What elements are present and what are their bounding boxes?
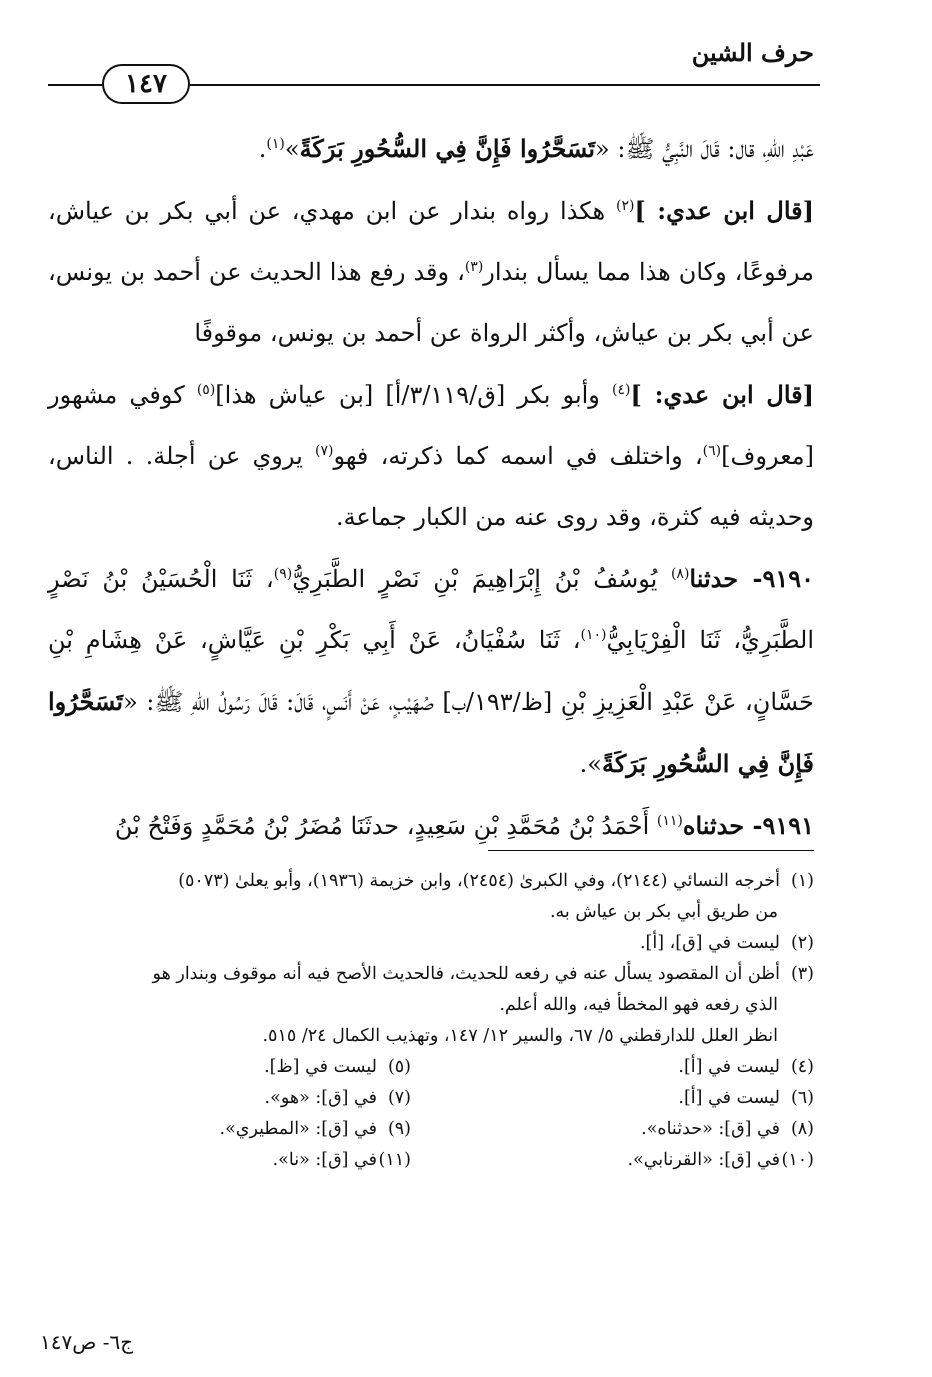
footnote-text: في [ق]: «هو».: [264, 1088, 377, 1108]
footnote-number: (٦): [790, 1088, 814, 1108]
footnote-item: [451, 1052, 814, 1083]
text-run: كوفي مشهور [معروف]: [48, 381, 814, 470]
footnote-3: [48, 959, 814, 990]
footnote-reference: (١٠): [580, 627, 607, 643]
footnote-number: (٩): [387, 1119, 411, 1139]
footnotes-section: [48, 866, 814, 1176]
footnote-text: أظن أن المقصود يسأل عنه في رفعه للحديث، فالحديث الأصح فيه أنه موقوف وبندار هو: [152, 964, 780, 984]
main-text: [48, 118, 814, 857]
footnote-number: (٨): [790, 1119, 814, 1139]
text-run: يُوسُفُ بْنُ إِبْرَاهِيمَ بْنِ نَصْرٍ الطَّبَرِيُّ: [292, 565, 671, 593]
page-number-badge: ١٤٧: [102, 64, 190, 104]
footnote-text: ليست في [أ].: [678, 1088, 780, 1108]
footnote-number: (١٠): [781, 1150, 814, 1170]
footnote-2: [48, 928, 814, 959]
paragraph: [48, 364, 814, 548]
footer-volume-page: ج٦- ص١٤٧: [40, 1330, 134, 1354]
footnote-reference: (٨): [670, 566, 690, 582]
text-run: أَحْمَدُ بْنُ مُحَمَّدِ بْنِ سَعِيدٍ، حدثَنَا مُضَرُ بْنُ مُحَمَّدٍ وَفَتْحُ بْنُ: [114, 812, 657, 840]
text-run: عَبْدِ اللهِ، قال: قَالَ النَّبِيُّ ﷺ: «: [595, 135, 814, 163]
footnote-text: في [ق]: «نا».: [272, 1150, 377, 1170]
footnote-divider: [488, 850, 814, 851]
footnote-number: (٤): [790, 1057, 814, 1077]
footnote-reference: (٢): [615, 198, 635, 214]
footnote-item: [451, 1145, 814, 1176]
text-run: ، واختلف في اسمه كما ذكرته، فهو: [333, 442, 703, 470]
footnote-reference: (٦): [702, 443, 722, 459]
footnote-number: (١١): [378, 1150, 411, 1170]
text-run: ، ثَنَا سُفْيَانُ، عَنْ أَبِي بَكْرِ بْنِ عَيَّاشٍ، عَنْ هِشَامِ بْنِ حَسَّانٍ، عَنْ عَبْدِ الْعَزِيزِ بْنِ [ظ/١٩٣/ب] صُهَيْبٍ، عَنْ أَنَسٍ، قَالَ: قَالَ رَسُولُ اللهِ ﷺ: «: [48, 626, 814, 716]
footnote-number: (٧): [387, 1088, 411, 1108]
footnote-item: [48, 1145, 411, 1176]
footnote-item: [48, 1083, 411, 1114]
footnote-text: أخرجه النسائي (٢١٤٤)، وفي الكبرىٰ (٢٤٥٤)، وابن خزيمة (١٩٣٦)، وأبو يعلىٰ (٥٠٧٣): [178, 871, 780, 891]
text-run: ، وقد رفع هذا الحديث عن أحمد بن يونس، عن أبي بكر بن عياش، وأكثر الرواة عن أحمد بن يونس، موقوفًا: [48, 258, 814, 347]
bold-text: تَسَحَّرُوا فَإِنَّ فِي السُّحُورِ بَرَكَةً: [48, 687, 814, 778]
footnote-number: (٥): [387, 1057, 411, 1077]
footnote-reference: (٩): [273, 566, 293, 582]
footnote-item: [451, 1114, 814, 1145]
footnote-reference: (٧): [314, 443, 334, 459]
footnote-number: (١): [790, 871, 814, 891]
footnote-text: في [ق]: «القرنابي».: [627, 1150, 780, 1170]
bold-text: [قال ابن عدي: ]: [630, 380, 815, 409]
footnote-reference: (١): [266, 136, 285, 152]
bold-text: ٩١٩١- حدثناه: [682, 811, 814, 840]
text-run: يروي عن أجلة. . الناس، وحديثه فيه كثرة، وقد روى عنه من الكبار جماعة.: [48, 442, 814, 531]
footnote-text: ليست في [ق]، [أ].: [639, 933, 780, 953]
footnote-number: (٣): [790, 964, 814, 984]
footnote-3-continuation: الذي رفعه فهو المخطأ فيه، والله أعلم.: [499, 995, 778, 1015]
paragraph: [48, 118, 814, 180]
paragraph: [48, 795, 814, 857]
bold-text: ٩١٩٠- حدثنا: [689, 564, 814, 593]
text-run: .: [258, 135, 267, 163]
footnote-reference: (١١): [656, 813, 683, 829]
footnote-grid: [48, 1052, 814, 1176]
footnote-text: في [ق]: «المطيري».: [219, 1119, 377, 1139]
running-header-title: حرف الشين: [691, 38, 814, 67]
footnote-1-continuation: من طريق أبي بكر بن عياش به.: [549, 902, 778, 922]
text-run: وأبو بكر [ق/٣/١١٩/أ] [بن عياش هذا]: [215, 381, 612, 409]
paragraph: [48, 548, 814, 795]
text-run: ، ثَنَا الْحُسَيْنُ بْنُ نَصْرٍ الطَّبَرِيُّ، ثَنَا الْفِرْيَابِيُّ: [48, 565, 814, 654]
text-run: »: [284, 135, 300, 163]
footnote-reference: (٥): [196, 382, 216, 398]
footnote-item: [48, 1114, 411, 1145]
footnote-item: [48, 1052, 411, 1083]
footnote-3-reference: انظر العلل للدارقطني ٥/ ٦٧، والسير ١٢/ ١٤٧، وتهذيب الكمال ٢٤/ ٥١٥.: [262, 1026, 778, 1046]
footnote-item: [451, 1083, 814, 1114]
footnote-text: في [ق]: «حدثناه».: [641, 1119, 780, 1139]
footnote-text: ليست في [ظ].: [264, 1057, 377, 1077]
footnote-reference: (٣): [464, 259, 484, 275]
bold-text: [قال ابن عدي: ]: [634, 196, 815, 225]
footnote-number: (٢): [790, 933, 814, 953]
paragraph: [48, 180, 814, 364]
footnote-reference: (٤): [611, 382, 631, 398]
text-run: هكذا رواه بندار عن ابن مهدي، عن أبي بكر بن عياش، مرفوعًا، وكان هذا مما يسأل بندار: [48, 197, 814, 286]
footnote-text: ليست في [أ].: [678, 1057, 780, 1077]
footnote-1: [48, 866, 814, 897]
text-run: ».: [579, 750, 602, 778]
bold-text: تَسَحَّرُوا فَإِنَّ فِي السُّحُورِ بَرَكَةً: [299, 134, 596, 163]
